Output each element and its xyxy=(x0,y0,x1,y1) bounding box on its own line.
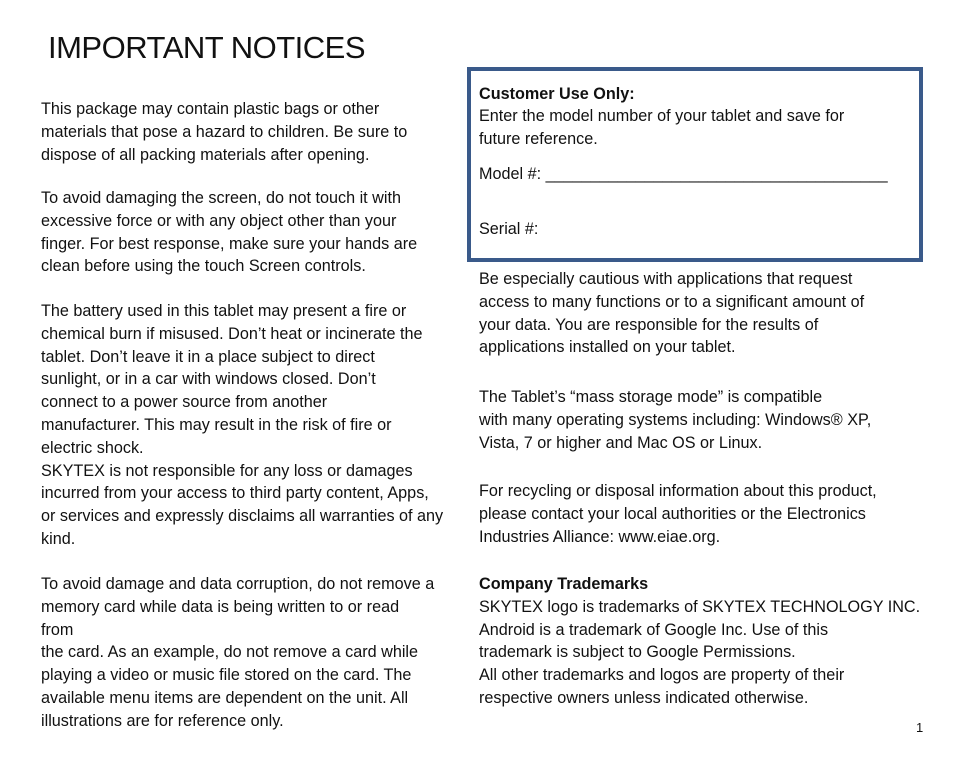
text-line: Industries Alliance: www.eiae.org. xyxy=(479,527,721,546)
text-line: sunlight, or in a car with windows closed. Don’t xyxy=(41,370,376,389)
text-line: trademark is subject to Google Permissions. xyxy=(479,643,796,662)
text-line: playing a video or music file stored on the card. The xyxy=(41,666,412,685)
text-line: from xyxy=(41,620,74,639)
box-instruction-line: Enter the model number of your tablet and save for xyxy=(479,107,845,125)
text-line: connect to a power source from another xyxy=(41,393,328,412)
text-line: To avoid damaging the screen, do not touch it with xyxy=(41,189,401,207)
text-line: memory card while data is being written to or read xyxy=(41,597,400,616)
text-line: chemical burn if misused. Don’t heat or incinerate the xyxy=(41,324,423,343)
box-instruction-line: future reference. xyxy=(479,130,598,148)
company-trademarks xyxy=(479,573,920,710)
text-line: or services and expressly disclaims all warranties of any xyxy=(41,507,444,526)
text-line: This package may contain plastic bags or other xyxy=(41,100,380,118)
text-line: please contact your local authorities or the Electronics xyxy=(479,504,866,523)
text-line: kind. xyxy=(41,529,76,548)
text-line: All other trademarks and logos are property of their xyxy=(479,666,845,685)
text-line: electric shock. xyxy=(41,438,144,457)
text-line: tablet. Don’t leave it in a place subject to direct xyxy=(41,347,375,366)
text-line: respective owners unless indicated otherwise. xyxy=(479,688,809,707)
text-line: Vista, 7 or higher and Mac OS or Linux. xyxy=(479,433,763,452)
notice-battery xyxy=(41,300,443,551)
notice-applications xyxy=(479,268,864,359)
text-line: manufacturer. This may result in the risk of fire or xyxy=(41,415,392,434)
notice-packaging xyxy=(41,98,407,166)
text-line: with many operating systems including: Windows® XP, xyxy=(479,410,872,429)
text-line: illustrations are for reference only. xyxy=(41,711,284,730)
text-line: SKYTEX logo is trademarks of SKYTEX TECHNOLOGY INC. xyxy=(479,597,921,616)
page-number: 1 xyxy=(916,720,924,735)
text-line: clean before using the touch Screen controls. xyxy=(41,257,366,276)
text-line: access to many functions or to a significant amount of xyxy=(479,292,865,311)
notice-mass-storage xyxy=(479,386,871,454)
customer-use-box xyxy=(467,67,923,262)
text-line: To avoid damage and data corruption, do not remove a xyxy=(41,575,435,593)
text-line: applications installed on your tablet. xyxy=(479,338,736,357)
text-line: SKYTEX is not responsible for any loss or damages xyxy=(41,461,413,480)
notice-memory-card xyxy=(41,573,434,733)
text-line: the card. As an example, do not remove a card while xyxy=(41,643,419,662)
text-line: excessive force or with any object other than your xyxy=(41,211,397,230)
text-line: Android is a trademark of Google Inc. Use of this xyxy=(479,620,829,639)
model-number-field: Model #: ______________________________________ xyxy=(479,165,888,183)
box-title: Customer Use Only: xyxy=(479,85,635,103)
serial-number-field: Serial #: xyxy=(479,220,539,238)
text-line: dispose of all packing materials after opening. xyxy=(41,145,370,164)
notice-recycling xyxy=(479,480,877,548)
text-line: available menu items are dependent on the unit. All xyxy=(41,688,409,707)
text-line: your data. You are responsible for the results of xyxy=(479,315,819,334)
text-line: The Tablet’s “mass storage mode” is compatible xyxy=(479,388,823,406)
text-line: The battery used in this tablet may present a fire or xyxy=(41,302,407,320)
text-line: incurred from your access to third party content, Apps, xyxy=(41,484,429,503)
text-line: Be especially cautious with applications that request xyxy=(479,270,853,288)
page-title: IMPORTANT NOTICES xyxy=(48,30,366,65)
notice-screen xyxy=(41,187,417,278)
text-line: For recycling or disposal information about this product, xyxy=(479,482,877,500)
text-line: finger. For best response, make sure your hands are xyxy=(41,234,418,253)
trademarks-heading: Company Trademarks xyxy=(479,575,649,593)
text-line: materials that pose a hazard to children. Be sure to xyxy=(41,122,408,141)
